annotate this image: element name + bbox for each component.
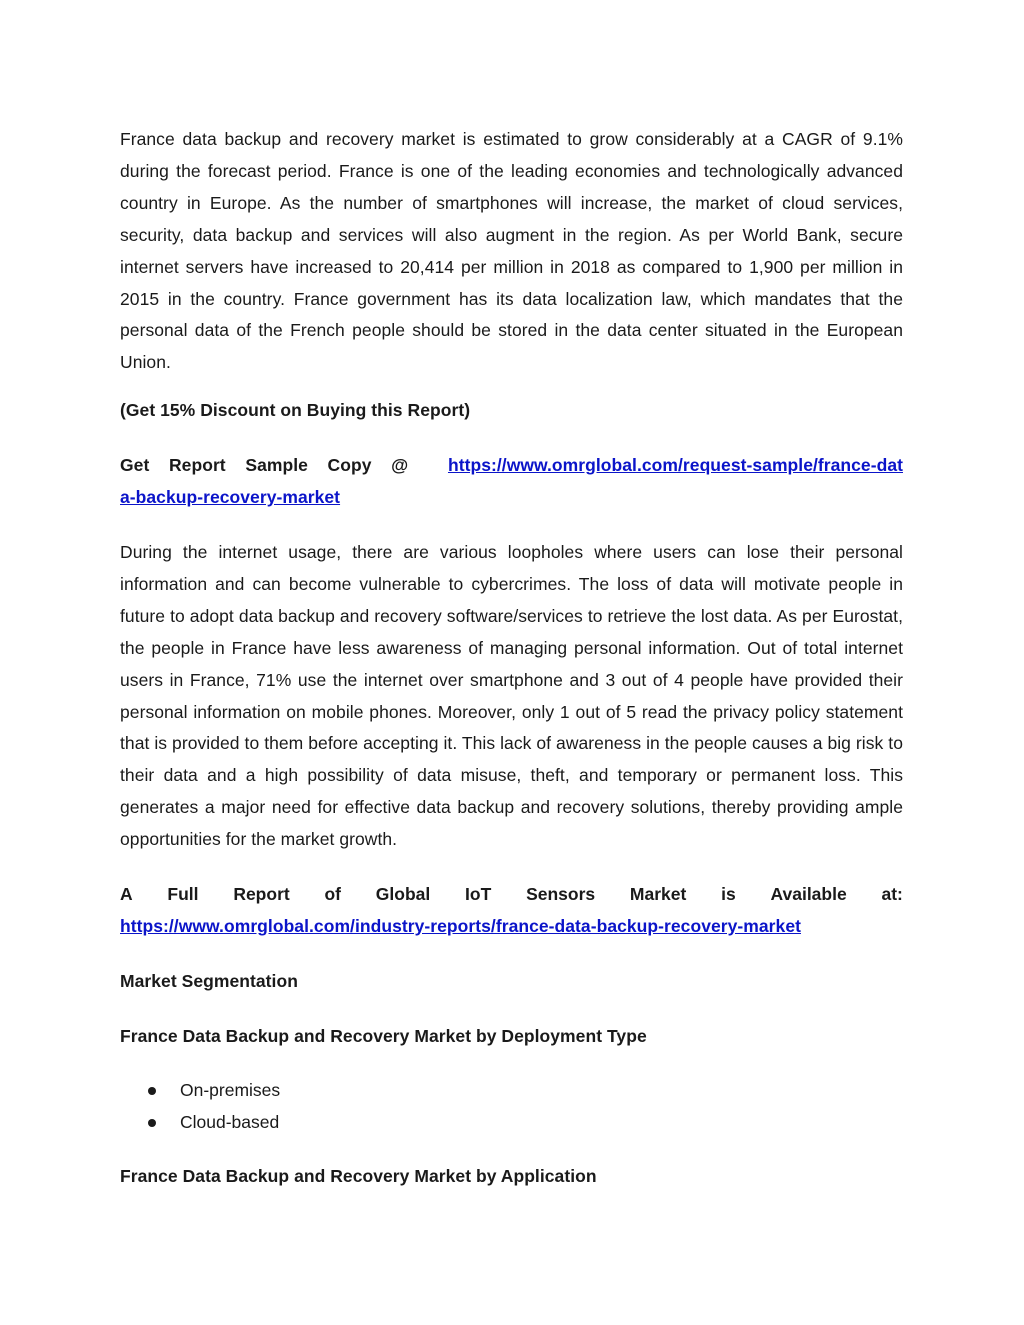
document-page [120,124,903,1193]
full-report-word: IoT [465,884,492,905]
full-report-line [120,879,903,911]
list-item [120,1075,903,1107]
market-segmentation-heading: Market Segmentation [120,970,298,991]
bullet-icon [148,1119,156,1127]
full-report-word: of [324,884,342,905]
full-report-word: is [721,884,736,905]
full-report-word: Market [629,884,687,905]
list-item [120,1107,903,1139]
sample-copy-link[interactable]: https://www.omrglobal.com/request-sample/france-data-backup-recovery-market [120,455,903,508]
deployment-type-heading: France Data Backup and Recovery Market by Deployment Type [120,1025,647,1046]
full-report-word: Full [167,884,199,905]
deployment-type-list [120,1075,903,1139]
sample-copy-line [120,450,903,514]
full-report-word: Sensors [526,884,596,905]
bullet-icon [148,1087,156,1095]
full-report-block [120,879,903,943]
full-report-word: A [120,884,133,905]
full-report-word: Available [770,884,847,905]
full-report-link-line [120,911,903,943]
intro-paragraph: France data backup and recovery market is estimated to grow considerably at a CAGR of 9.1% during the forecast period. France is one of the leading economies and technologically advanced country in Europe. As the number of smartphones will increase, the market of cloud services, security, data backup and services will also augment in the region. As per World Bank, secure internet servers have increased to 20,414 per million in 2018 as compared to 1,900 per million in 2015 in the country. France government has its data localization law, which mandates that the personal data of the French people should be stored in the data center situated in the European Union. [120,129,903,373]
full-report-word: Global [375,884,431,905]
application-heading: France Data Backup and Recovery Market by Application [120,1166,597,1187]
list-item-label: On-premises [180,1079,281,1100]
full-report-link[interactable]: https://www.omrglobal.com/industry-reports/france-data-backup-recovery-market [120,915,801,936]
awareness-paragraph: During the internet usage, there are various loopholes where users can lose their personal information and can become vulnerable to cybercrimes. The loss of data will motivate people in future to adopt data backup and recovery software/services to retrieve the lost data. As per Eurostat, the people in France have less awareness of managing personal information. Out of total internet users in France, 71% use the internet over smartphone and 3 out of 4 people have provided their personal information on mobile phones. Moreover, only 1 out of 5 read the privacy policy statement that is provided to them before accepting it. This lack of awareness in the people causes a big risk to their data and a high possibility of data misuse, theft, and temporary or permanent loss. This generates a major need for effective data backup and recovery solutions, thereby providing ample opportunities for the market growth. [120,541,903,850]
full-report-word: Report [233,884,290,905]
discount-text: (Get 15% Discount on Buying this Report) [120,400,471,421]
sample-copy-label: Get Report Sample Copy @ [120,455,409,476]
full-report-word: at: [881,884,903,905]
list-item-label: Cloud-based [180,1111,280,1132]
